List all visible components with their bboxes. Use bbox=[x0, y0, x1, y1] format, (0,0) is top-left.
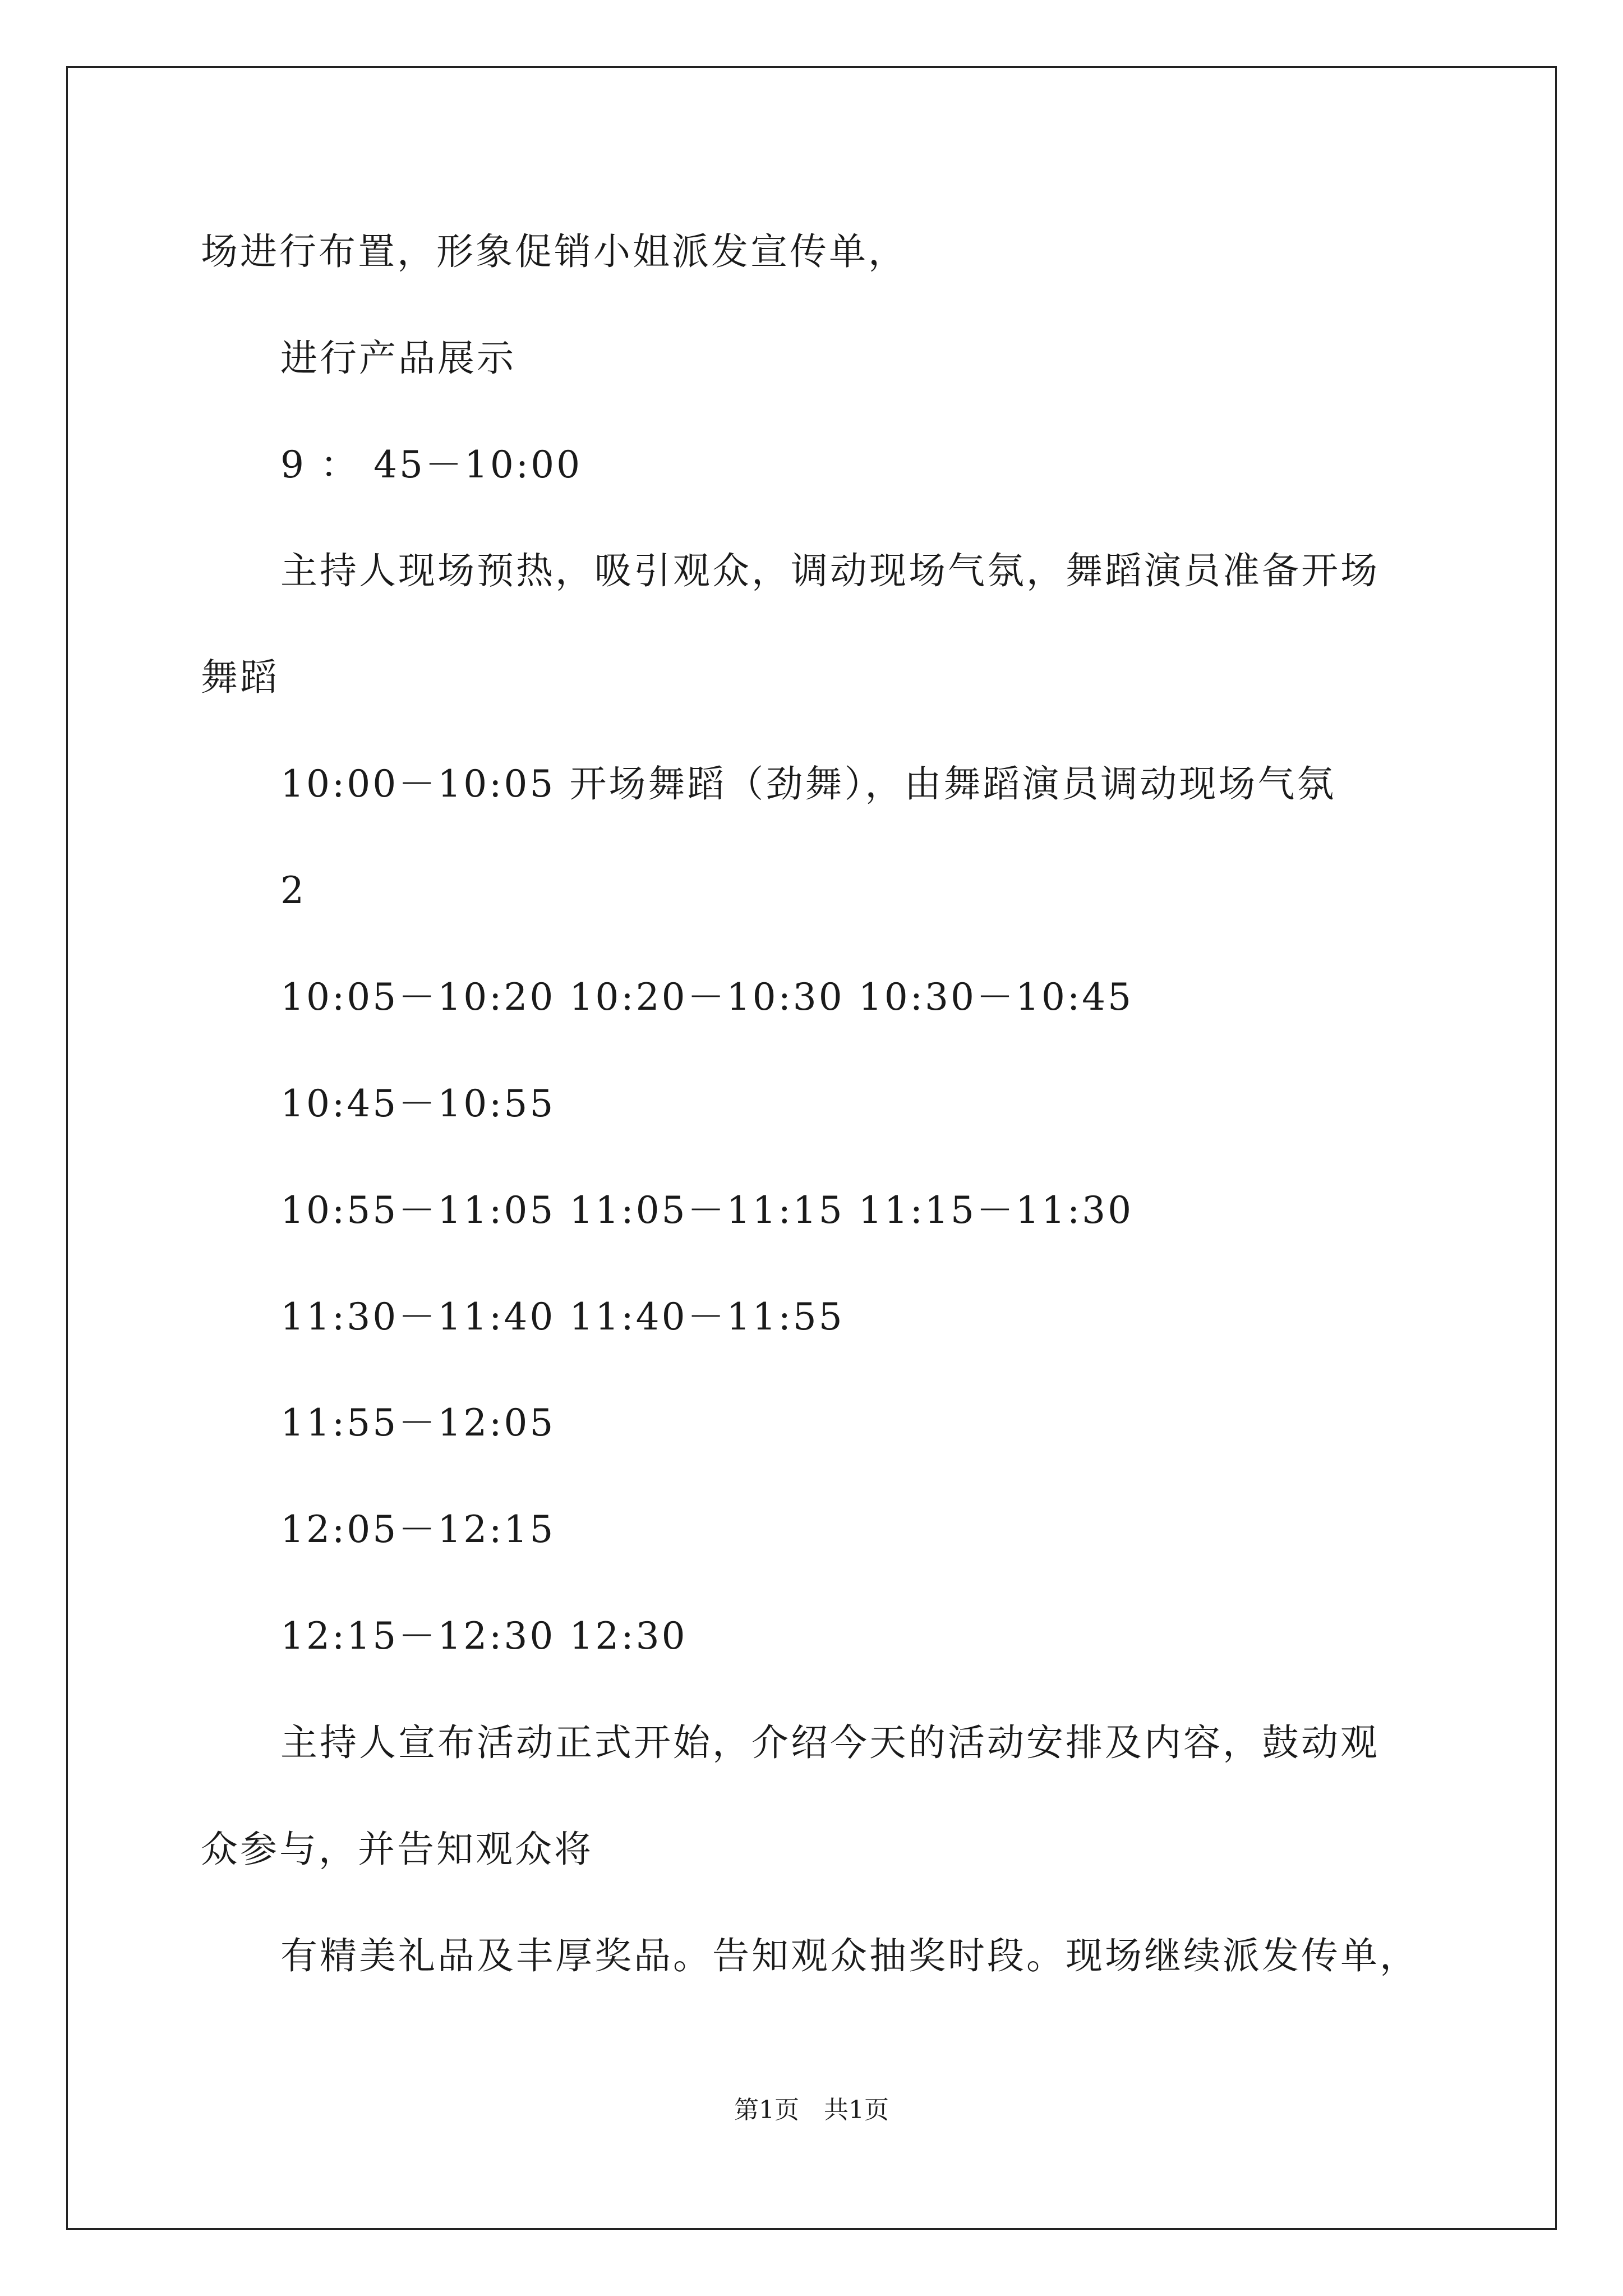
paragraph-line: 10:55－11:05 11:05－11:15 11:15－11:30 bbox=[280, 1189, 1134, 1232]
paragraph-line: 12:05－12:15 bbox=[280, 1508, 556, 1551]
paragraph-line: 11:55－12:05 bbox=[280, 1401, 556, 1444]
paragraph-line: 10:45－10:55 bbox=[280, 1082, 556, 1125]
paragraph-line: 主持人宣布活动正式开始，介绍今天的活动安排及内容，鼓动观 bbox=[280, 1721, 1380, 1764]
paragraph-line: 12:15－12:30 12:30 bbox=[280, 1614, 688, 1658]
paragraph-line: 10:05－10:20 10:20－10:30 10:30－10:45 bbox=[280, 976, 1134, 1019]
paragraph-line: 11:30－11:40 11:40－11:55 bbox=[280, 1295, 845, 1338]
paragraph-line: 主持人现场预热，吸引观众，调动现场气氛，舞蹈演员准备开场 bbox=[280, 549, 1380, 592]
paragraph-line: 2 bbox=[280, 869, 306, 912]
paragraph-line: 10:00－10:05 开场舞蹈（劲舞），由舞蹈演员调动现场气氛 bbox=[280, 762, 1336, 806]
page-border bbox=[66, 66, 1557, 2230]
paragraph-line: 有精美礼品及丰厚奖品。告知观众抽奖时段。现场继续派发传单， bbox=[280, 1934, 1419, 1977]
paragraph-line: 9 ： 45－10:00 bbox=[280, 443, 583, 486]
paragraph-line: 进行产品展示 bbox=[280, 337, 516, 380]
page-footer: 第1页 共1页 bbox=[734, 2096, 889, 2124]
paragraph-line: 众参与，并告知观众将 bbox=[201, 1828, 593, 1871]
paragraph-line: 场进行布置，形象促销小姐派发宣传单， bbox=[201, 230, 907, 273]
paragraph-line: 舞蹈 bbox=[201, 656, 279, 699]
